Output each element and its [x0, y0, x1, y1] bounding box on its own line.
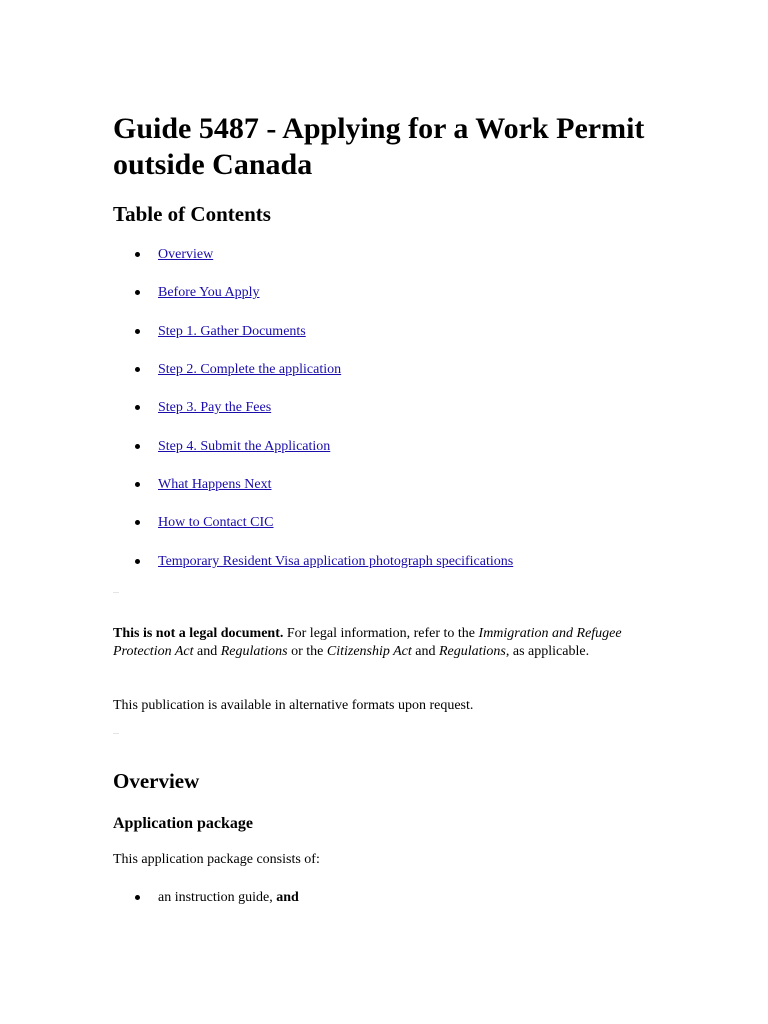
- bullet-icon: [135, 895, 140, 900]
- bullet-icon: [135, 329, 140, 334]
- regulations-name: Regulations: [220, 644, 288, 659]
- legal-disclaimer: [113, 625, 623, 661]
- package-contents-list: [113, 887, 653, 909]
- list-item: [113, 887, 653, 909]
- toc-item-step-1: [113, 321, 653, 359]
- bullet-icon: [135, 290, 140, 295]
- legal-text: , as applicable.: [505, 644, 590, 659]
- application-package-heading: Application package: [113, 815, 254, 832]
- section-divider: [113, 733, 119, 734]
- regulations-name: Regulations: [439, 644, 506, 659]
- toc-link-before-you-apply[interactable]: Before You Apply: [158, 285, 260, 301]
- list-item-text: an instruction guide,: [158, 890, 277, 905]
- legal-disclaimer-lead: This is not a legal document.: [113, 626, 284, 641]
- section-divider: [113, 592, 119, 593]
- act-name: Immigration and Refugee Protection Act: [113, 626, 622, 659]
- legal-text: For legal information, refer to the: [283, 626, 479, 641]
- toc-link-step-1[interactable]: Step 1. Gather Documents: [158, 323, 306, 339]
- toc-link-step-4[interactable]: Step 4. Submit the Application: [158, 438, 331, 454]
- bullet-icon: [135, 482, 140, 487]
- bullet-icon: [135, 405, 140, 410]
- table-of-contents: [113, 244, 653, 589]
- toc-link-overview[interactable]: Overview: [158, 247, 214, 262]
- document-title: Guide 5487 - Applying for a Work Permit outside Canada: [113, 112, 645, 181]
- toc-link-contact-cic[interactable]: How to Contact CIC: [158, 515, 274, 531]
- bullet-icon: [135, 559, 140, 564]
- legal-text: and: [193, 644, 221, 659]
- toc-link-step-3[interactable]: Step 3. Pay the Fees: [158, 400, 272, 416]
- toc-item-what-happens-next: [113, 474, 653, 512]
- legal-text: and: [411, 644, 439, 659]
- toc-item-step-2: [113, 359, 653, 397]
- toc-item-contact-cic: [113, 512, 653, 550]
- toc-heading: Table of Contents: [113, 202, 271, 226]
- bullet-icon: [135, 520, 140, 525]
- toc-link-what-happens-next[interactable]: What Happens Next: [158, 477, 272, 493]
- package-intro: This application package consists of:: [113, 852, 320, 867]
- bullet-icon: [135, 252, 140, 257]
- toc-item-step-4: [113, 436, 653, 474]
- toc-item-photo-specs: [113, 551, 653, 589]
- bullet-icon: [135, 444, 140, 449]
- overview-heading: Overview: [113, 769, 200, 793]
- list-item-bold: and: [276, 890, 299, 905]
- act-name: Citizenship Act: [326, 644, 412, 659]
- toc-link-step-2[interactable]: Step 2. Complete the application: [158, 362, 342, 378]
- toc-item-overview: [113, 244, 653, 282]
- toc-link-photo-specs[interactable]: Temporary Resident Visa application photograph specifications: [158, 553, 514, 569]
- legal-text: or the: [287, 644, 327, 659]
- toc-item-before-you-apply: [113, 282, 653, 320]
- bullet-icon: [135, 367, 140, 372]
- alternative-formats-note: This publication is available in alternative formats upon request.: [113, 698, 474, 713]
- toc-item-step-3: [113, 397, 653, 435]
